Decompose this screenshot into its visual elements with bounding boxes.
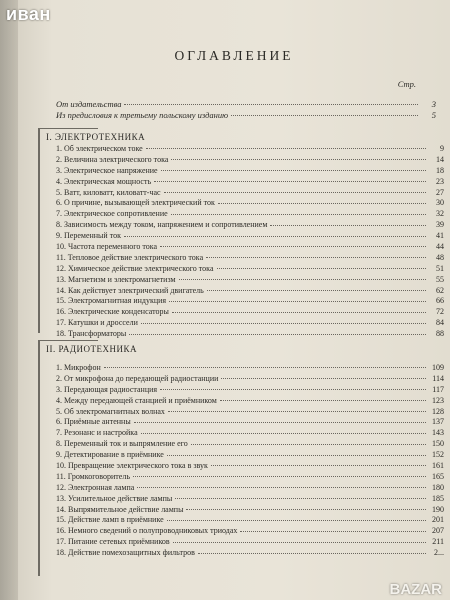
leader-dots [104, 366, 426, 368]
toc-entry [56, 286, 444, 297]
toc-entry-title: 18. Действие помехозащитных фильтров [56, 548, 195, 558]
toc-entry [56, 385, 444, 396]
leader-dots [160, 245, 426, 247]
leader-dots [169, 300, 426, 302]
leader-dots [217, 267, 427, 269]
toc-entry-title: 7. Электрическое сопротивление [56, 209, 168, 219]
marketplace-logo: BAZAR [389, 581, 442, 598]
page-title: ОГЛАВЛЕНИЕ [174, 48, 294, 63]
toc-entry [56, 209, 444, 220]
leader-dots [221, 377, 426, 379]
leader-dots [175, 497, 426, 499]
toc-entry [56, 220, 444, 231]
leader-dots [141, 432, 426, 434]
toc-entry [56, 242, 444, 253]
toc-entry-title: 1. Микрофон [56, 363, 101, 372]
toc-entry-title: 4. Между передающей станцией и приёмником [56, 395, 217, 405]
toc-entry [56, 264, 444, 275]
section-bracket [38, 128, 40, 333]
toc-entry [56, 396, 444, 407]
section-1-list [56, 144, 444, 340]
toc-entry-page: 14 [436, 154, 444, 164]
toc-entry [56, 428, 444, 439]
section-rule [38, 340, 98, 341]
toc-entry [56, 144, 444, 155]
toc-entry-title: От издательства [56, 99, 122, 109]
toc-entry-title: 7. Резонанс и настройка [56, 428, 138, 438]
toc-entry-page: 150 [432, 439, 444, 449]
toc-entry-title: 11. Тепловое действие электрического тока [56, 252, 204, 262]
toc-entry-page: 165 [432, 471, 444, 481]
toc-entry [56, 374, 444, 385]
leader-dots [211, 464, 426, 466]
toc-entry-page: 114 [432, 373, 444, 383]
leader-dots [141, 322, 426, 324]
leader-dots [171, 158, 426, 160]
toc-entry-title: 17. Питание сетевых приёмников [56, 537, 170, 547]
toc-entry-page: 180 [432, 482, 444, 492]
front-matter-list [56, 99, 436, 121]
toc-entry-page: 88 [436, 329, 444, 339]
toc-entry-title: 8. Переменный ток и выпрямление его [56, 439, 188, 449]
front-matter-item [56, 110, 436, 121]
toc-entry-title: 3. Передающая радиостанция [56, 384, 158, 394]
toc-entry-title: 1. Об электрическом токе [56, 144, 143, 153]
leader-dots [206, 256, 426, 258]
toc-entry-page: 185 [432, 493, 444, 503]
toc-entry-title: 3. Электрическое напряжение [56, 165, 158, 175]
leader-dots [171, 213, 426, 215]
leader-dots [167, 519, 426, 521]
section-2-list [56, 363, 444, 559]
book-page [18, 0, 450, 600]
leader-dots [134, 421, 426, 423]
toc-entry-title: 2. Величина электрического тока [56, 154, 169, 164]
toc-entry-page: 30 [436, 198, 444, 208]
toc-entry [56, 296, 444, 307]
toc-entry-page: 51 [436, 263, 444, 273]
toc-entry-title: 14. Как действует электрический двигатель [56, 285, 204, 295]
toc-entry-page: 66 [436, 296, 444, 306]
leader-dots [124, 235, 426, 237]
toc-entry-title: 10. Частота переменного тока [56, 242, 158, 252]
toc-entry-page: 123 [432, 395, 444, 405]
toc-entry-page: 72 [436, 307, 444, 317]
toc-entry-title: 10. Превращение электрического тока в звук [56, 461, 208, 471]
toc-entry-title: 15. Действие ламп в приёмнике [56, 515, 164, 525]
toc-entry-title: 8. Зависимость между током, напряжением и сопротивлением [56, 220, 268, 230]
leader-dots [240, 530, 426, 532]
leader-dots [172, 311, 426, 313]
toc-entry-page: 18 [436, 165, 444, 175]
toc-entry-page: 84 [436, 318, 444, 328]
section-bracket [38, 340, 40, 576]
leader-dots [179, 278, 426, 280]
toc-entry-page: 211 [432, 537, 444, 547]
toc-entry [56, 494, 444, 505]
toc-entry [56, 275, 444, 286]
toc-entry [56, 526, 444, 537]
toc-entry-page: 5 [431, 110, 436, 120]
toc-entry [56, 155, 444, 166]
toc-entry-title: 16. Немного сведений о полупроводниковых триодах [56, 526, 238, 536]
book-spine [0, 0, 18, 600]
leader-dots [164, 191, 426, 193]
toc-entry [56, 188, 444, 199]
toc-entry-title: 18. Трансформаторы [56, 329, 127, 339]
toc-entry-page: 41 [436, 231, 444, 241]
toc-entry [56, 407, 444, 418]
leader-dots [146, 147, 426, 149]
toc-entry [56, 461, 444, 472]
leader-dots [161, 169, 426, 171]
page-column-label: Стр. [397, 79, 416, 89]
leader-dots [191, 443, 426, 445]
toc-entry-page: 161 [432, 461, 444, 471]
toc-entry-title: 11. Громкоговоритель [56, 471, 130, 481]
toc-entry-title: 2. От микрофона до передающей радиостанции [56, 373, 219, 383]
leader-dots [124, 103, 418, 105]
leader-dots [133, 475, 426, 477]
toc-entry [56, 515, 444, 526]
watermark-logo: иван [6, 4, 51, 24]
toc-entry [56, 166, 444, 177]
toc-entry-title: 17. Катушки и дроссели [56, 318, 138, 328]
toc-entry-title: 12. Химическое действие электрического тока [56, 263, 214, 273]
leader-dots [198, 552, 426, 554]
toc-entry-page: 3 [431, 99, 436, 109]
toc-entry [56, 329, 444, 340]
toc-entry-page: 55 [436, 274, 444, 284]
toc-entry [56, 483, 444, 494]
front-matter-item [56, 99, 436, 110]
toc-entry-title: Из предисловия к третьему польскому изданию [56, 110, 229, 120]
toc-entry-title: 14. Выпрямительное действие лампы [56, 504, 184, 514]
toc-entry-title: 6. Приёмные антенны [56, 417, 131, 427]
toc-entry [56, 318, 444, 329]
toc-entry-title: 15. Электромагнитная индукция [56, 296, 167, 306]
toc-entry [56, 537, 444, 548]
toc-entry-page: 39 [436, 220, 444, 230]
toc-entry [56, 548, 444, 559]
toc-entry-title: 9. Переменный ток [56, 231, 121, 241]
toc-entry-page: 201 [432, 515, 444, 525]
section-rule [38, 128, 98, 129]
toc-entry-title: 5. Ватт, киловатт, киловатт-час [56, 187, 161, 197]
leader-dots [168, 410, 426, 412]
toc-entry-page: 48 [436, 252, 444, 262]
toc-entry-page: 27 [436, 187, 444, 197]
toc-entry-title: 5. Об электромагнитных волнах [56, 406, 165, 416]
toc-entry [56, 231, 444, 242]
toc-entry [56, 505, 444, 516]
toc-entry-title: 13. Усилительное действие лампы [56, 493, 173, 503]
toc-entry-page: 117 [432, 384, 444, 394]
toc-entry-title: 13. Магнетизм и электромагнетизм [56, 274, 176, 284]
toc-entry [56, 439, 444, 450]
toc-entry-page: 143 [432, 428, 444, 438]
leader-dots [207, 289, 426, 291]
toc-entry-page: 109 [432, 363, 444, 372]
leader-dots [160, 388, 426, 390]
toc-entry-page: 32 [436, 209, 444, 219]
toc-entry [56, 307, 444, 318]
leader-dots [186, 508, 426, 510]
toc-entry-page: 137 [432, 417, 444, 427]
toc-entry-title: 4. Электрическая мощность [56, 176, 152, 186]
toc-entry [56, 472, 444, 483]
toc-entry-page: 207 [432, 526, 444, 536]
toc-entry [56, 177, 444, 188]
toc-entry [56, 450, 444, 461]
leader-dots [154, 180, 426, 182]
toc-entry-title: 6. О причине, вызывающей электрический ток [56, 198, 215, 208]
toc-entry-page: 9 [440, 144, 444, 153]
toc-entry [56, 363, 444, 374]
leader-dots [270, 224, 426, 226]
leader-dots [137, 486, 426, 488]
toc-entry-page: 190 [432, 504, 444, 514]
toc-entry-page: 128 [432, 406, 444, 416]
leader-dots [231, 114, 418, 116]
section-heading-radiotechnics: II. РАДИОТЕХНИКА [46, 344, 137, 354]
leader-dots [220, 399, 426, 401]
leader-dots [218, 202, 426, 204]
toc-entry-page: 44 [436, 242, 444, 252]
toc-entry [56, 198, 444, 209]
toc-entry-title: 12. Электронная лампа [56, 482, 135, 492]
toc-entry-page: 23 [436, 176, 444, 186]
leader-dots [173, 541, 426, 543]
toc-entry-title: 16. Электрические конденсаторы [56, 307, 169, 317]
leader-dots [129, 333, 426, 335]
toc-entry-page: 62 [436, 285, 444, 295]
toc-entry-page: 152 [432, 450, 444, 460]
toc-entry [56, 253, 444, 264]
toc-entry-page: 2... [434, 548, 444, 558]
toc-entry-title: 9. Детектирование в приёмнике [56, 450, 164, 460]
toc-entry [56, 417, 444, 428]
leader-dots [167, 454, 426, 456]
section-heading-electrotechnics: I. ЭЛЕКТРОТЕХНИКА [46, 132, 146, 142]
